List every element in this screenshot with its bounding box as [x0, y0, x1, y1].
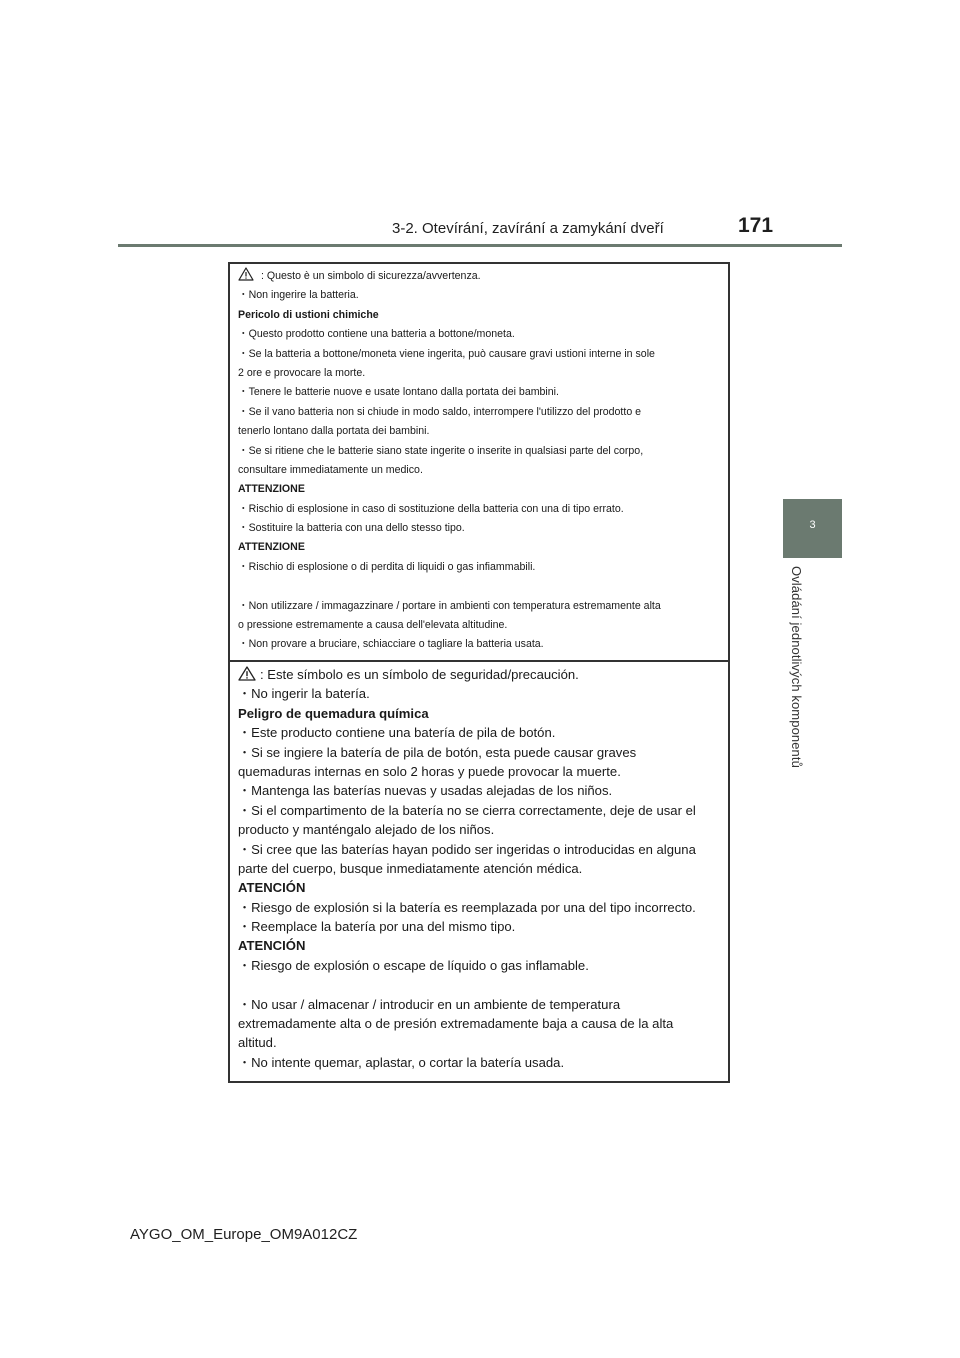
warning-text-line: ・Este producto contiene una batería de pila de botón.: [238, 725, 556, 741]
warning-text-line: producto y manténgalo alejado de los niños.: [238, 822, 495, 838]
spacer-line: [238, 577, 722, 596]
italian-symbol-note: : Questo è un simbolo di sicurezza/avvertenza.: [258, 270, 481, 282]
spanish-warning-section: [230, 662, 728, 1081]
warning-text-line: ・Riesgo de explosión si la batería es reemplazada por una del tipo incorrecto.: [238, 899, 696, 915]
battery-warning-box: [228, 262, 730, 1083]
spacer-line: [238, 975, 722, 994]
warning-text-line: ・No ingerir la batería.: [238, 686, 370, 702]
warning-text-line: ・Mantenga las baterías nuevas y usadas alejadas de los niños.: [238, 783, 613, 799]
warning-text-line: ・Rischio di esplosione o di perdita di liquidi o gas infiammabili.: [238, 560, 536, 573]
warning-text-line: 2 ore e provocare la morte.: [238, 366, 366, 379]
italian-warning-lines: [238, 286, 722, 654]
spanish-symbol-line: [238, 665, 722, 684]
warning-text-line: ・Non ingerire la batteria.: [238, 289, 359, 302]
chapter-number: 3: [809, 519, 816, 531]
warning-text-line: parte del cuerpo, busque inmediatamente atención médica.: [238, 860, 583, 876]
header-divider: [118, 244, 842, 247]
warning-text-line: Pericolo di ustioni chimiche: [238, 308, 379, 321]
warning-text-line: ・Non utilizzare / immagazzinare / portare in ambienti con temperatura estremamente alta: [238, 599, 661, 612]
warning-text-line: ・Rischio di esplosione in caso di sostituzione della batteria con una di tipo errato.: [238, 502, 624, 515]
warning-text-line: tenerlo lontano dalla portata dei bambini.: [238, 425, 430, 438]
spanish-symbol-note: : Este símbolo es un símbolo de seguridad/precaución.: [260, 667, 579, 682]
document-code: AYGO_OM_Europe_OM9A012CZ: [130, 1226, 358, 1243]
warning-text-line: consultare immediatamente un medico.: [238, 463, 423, 476]
warning-text-line: ・Tenere le batterie nuove e usate lontano dalla portata dei bambini.: [238, 386, 559, 399]
warning-text-line: extremadamente alta o de presión extremadamente baja a causa de la alta: [238, 1016, 674, 1032]
warning-text-line: ・Se si ritiene che le batterie siano state ingerite o inserite in qualsiasi parte del corpo,: [238, 444, 644, 457]
page-number: 171: [738, 214, 774, 237]
warning-text-line: altitud.: [238, 1035, 277, 1051]
warning-text-line: o pressione estremamente a causa dell'elevata altitudine.: [238, 619, 508, 632]
warning-text-line: ・Se il vano batteria non si chiude in modo saldo, interrompere l'utilizzo del prodotto e: [238, 405, 642, 418]
spanish-warning-lines: [238, 684, 722, 1072]
italian-warning-section: [230, 264, 728, 662]
warning-text-line: ・Non provare a bruciare, schiacciare o tagliare la batteria usata.: [238, 638, 544, 651]
warning-text-line: quemaduras internas en solo 2 horas y puede provocar la muerte.: [238, 763, 621, 779]
italian-symbol-line: [238, 267, 722, 286]
warning-triangle-icon: [238, 666, 256, 681]
warning-triangle-icon: [238, 267, 254, 281]
warning-text-line: ・Sostituire la batteria con una dello stesso tipo.: [238, 522, 465, 535]
chapter-tab: [783, 499, 842, 558]
chapter-title: Ovládání jednotlivých komponentů: [789, 566, 804, 768]
warning-text-line: Peligro de quemadura química: [238, 705, 429, 721]
warning-text-line: ・Si se ingiere la batería de pila de botón, esta puede causar graves: [238, 744, 637, 760]
warning-text-line: ATENCIÓN: [238, 938, 306, 954]
warning-text-line: ・Riesgo de explosión o escape de líquido o gas inflamable.: [238, 957, 589, 973]
warning-text-line: ・Si el compartimento de la batería no se cierra correctamente, deje de usar el: [238, 802, 696, 818]
warning-text-line: ・Si cree que las baterías hayan podido ser ingeridas o introducidas en alguna: [238, 841, 696, 857]
warning-text-line: ATENCIÓN: [238, 880, 306, 896]
section-title: 3-2. Otevírání, zavírání a zamykání dveří: [392, 220, 664, 237]
warning-text-line: ・Questo prodotto contiene una batteria a bottone/moneta.: [238, 328, 515, 341]
warning-text-line: ・Reemplace la batería por una del mismo tipo.: [238, 919, 516, 935]
warning-text-line: ATTENZIONE: [238, 541, 305, 554]
warning-text-line: ATTENZIONE: [238, 483, 305, 496]
warning-text-line: ・No intente quemar, aplastar, o cortar la batería usada.: [238, 1054, 565, 1070]
warning-text-line: ・Se la batteria a bottone/moneta viene ingerita, può causare gravi ustioni interne in sole: [238, 347, 655, 360]
warning-text-line: ・No usar / almacenar / introducir en un ambiente de temperatura: [238, 996, 621, 1012]
